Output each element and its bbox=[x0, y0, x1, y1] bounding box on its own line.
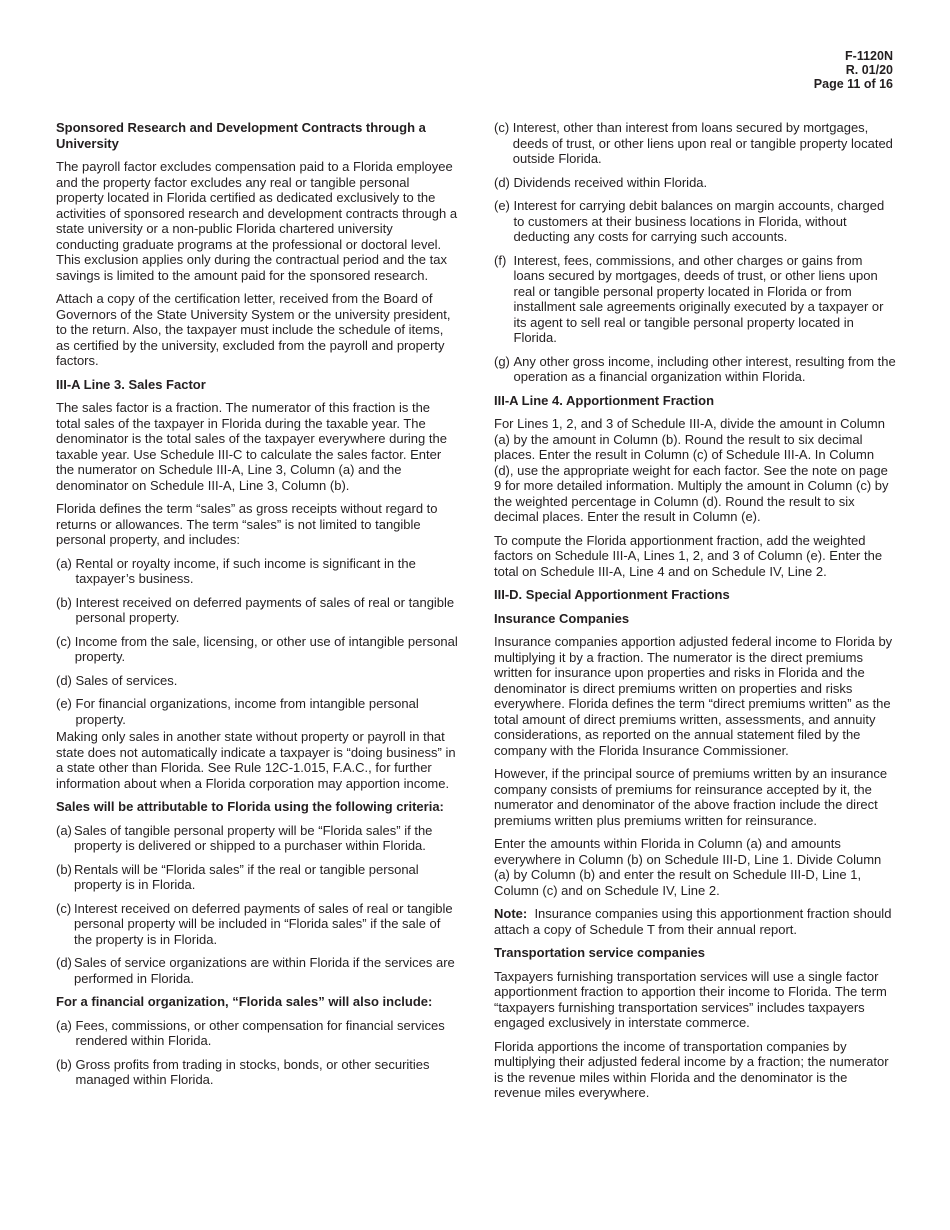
criteria-heading: Sales will be attributable to Florida using the following criteria: bbox=[56, 799, 444, 814]
right-column bbox=[494, 120, 896, 1109]
list-item-text: Interest, other than interest from loans secured by mortgages, deeds of trust, or other liens upon real or tangible property located outside Florida. bbox=[512, 120, 893, 166]
list-item bbox=[494, 175, 896, 191]
page-header bbox=[814, 49, 893, 91]
transportation-paragraph-1: Taxpayers furnishing transportation services will use a single factor apportionment fraction to apportion their income to Florida. The term “taxpayers furnishing transportation services” includes taxpayers engaged exclusively in interstate commerce. bbox=[494, 968, 887, 1030]
criteria-list bbox=[56, 823, 458, 987]
financial-list bbox=[56, 1018, 458, 1088]
list-item-text: Sales of services. bbox=[75, 672, 178, 688]
list-item-label: (b) bbox=[56, 861, 72, 877]
apportionment-paragraph-1: For Lines 1, 2, and 3 of Schedule III-A, divide the amount in Column (a) by the amount in Column (b). Round the result to six decimal places. Enter the result in Column (c) of Schedule III-A. In Column (d), use the appropriate weight for each factor. See the note on page 9 for more detailed information. Multiply the amount in Column (c) by the weighted percentage in Column (d). Round the result to six decimal places. Enter the result in Column (e). bbox=[494, 416, 889, 524]
list-item-label: (b) bbox=[56, 1056, 76, 1072]
list-item-text: Interest received on deferred payments of sales of real or tangible personal property will be included in “Florida sales” if the sale of the property is in Florida. bbox=[74, 900, 453, 947]
list-item-text: Income from the sale, licensing, or other use of intangible personal property. bbox=[74, 633, 458, 664]
list-item-label: (a) bbox=[56, 822, 72, 838]
list-item-text: Interest for carrying debit balances on margin accounts, charged to customers at their business locations in Florida, without deducting any costs for carrying such accounts. bbox=[513, 198, 885, 244]
list-item-label: (c) bbox=[56, 633, 75, 649]
list-item bbox=[494, 120, 896, 167]
list-item-text: For financial organizations, income from intangible personal property. bbox=[75, 696, 419, 727]
list-item bbox=[56, 1018, 458, 1049]
list-item-label: (d) bbox=[494, 174, 514, 190]
insurance-paragraph-2: However, if the principal source of premiums written by an insurance company consists of premiums for reinsurance accepted by it, the numerator and denominator of the above fraction include the direct premiums written plus premiums written for reinsurance. bbox=[494, 766, 888, 828]
special-apportionment-heading: III-D. Special Apportionment Fractions bbox=[494, 587, 730, 602]
list-item-text: Rental or royalty income, if such income is significant in the taxpayer’s business. bbox=[75, 555, 416, 586]
list-item-label: (e) bbox=[56, 696, 76, 711]
list-item-label: (a) bbox=[56, 1017, 76, 1033]
list-item-label: (d) bbox=[56, 955, 72, 970]
list-item bbox=[494, 253, 896, 346]
transportation-heading: Transportation service companies bbox=[494, 945, 705, 960]
form-revision: R. 01/20 bbox=[845, 63, 893, 77]
list-item bbox=[56, 696, 458, 727]
list-item-text: Interest, fees, commissions, and other charges or gains from loans secured by mortgages, deeds of trust, or other liens upon real or tangible personal property located in Florida or from installment sale agreements originally executed by a taxpayer or its agent to sell real or tangible personal property located in Florida. bbox=[513, 252, 884, 345]
list-item bbox=[494, 198, 896, 245]
apportionment-heading: III-A Line 4. Apportionment Fraction bbox=[494, 392, 715, 408]
sponsored-heading: Sponsored Research and Development Contracts through a University bbox=[56, 120, 426, 151]
financial-heading: For a financial organization, “Florida sales” will also include: bbox=[56, 994, 433, 1009]
sales-factor-heading: III-A Line 3. Sales Factor bbox=[56, 376, 206, 392]
list-item-label: (g) bbox=[494, 353, 514, 369]
list-item-text: Rentals will be “Florida sales” if the real or tangible personal property is in Florida. bbox=[74, 861, 419, 892]
apportionment-paragraph-2: To compute the Florida apportionment fraction, add the weighted factors on Schedule III-A, Lines 1, 2, and 3 of Column (e). Enter the total on Schedule III-A, Line 4 and on Schedule IV, Line 2. bbox=[494, 532, 883, 579]
list-item bbox=[56, 1057, 458, 1088]
list-item-label: (f) bbox=[494, 252, 514, 268]
list-item bbox=[56, 862, 458, 893]
list-item-text: Fees, commissions, or other compensation for financial services rendered within Florida. bbox=[75, 1017, 445, 1048]
insurance-paragraph-1: Insurance companies apportion adjusted federal income to Florida by multiplying it by a fraction. The numerator is the direct premiums written for insurance upon properties and risks in Florida and the denominator is direct premiums written on properties and risks everywhere. Florida defines the term “direct premiums written” as the total amount of direct premiums written, assessments, and annuity considerations, as reported on the annual statement filed by the company with the Florida Insurance Commissioner. bbox=[494, 634, 893, 758]
list-item bbox=[56, 673, 458, 689]
list-item-text: Sales of service organizations are within Florida if the services are performed in Florida. bbox=[74, 955, 455, 986]
note-label: Note: bbox=[494, 906, 528, 921]
list-item-label: (e) bbox=[494, 198, 514, 213]
list-item-label: (c) bbox=[56, 900, 75, 916]
note-paragraph bbox=[494, 906, 896, 937]
transportation-paragraph-2: Florida apportions the income of transportation companies by multiplying their adjusted federal income by a fraction; the numerator is the revenue miles within Florida and the denominator is the revenue miles everywhere. bbox=[494, 1038, 889, 1100]
list-item-text: Interest received on deferred payments of sales of real or tangible personal property. bbox=[75, 594, 455, 625]
sponsored-paragraph-2: Attach a copy of the certification letter, received from the Board of Governors of the State University System or the university president, to the return. Also, the taxpayer must include the schedule of items, as certified by the university, excluded from the payroll and property factors. bbox=[56, 291, 451, 368]
list-item-label: (b) bbox=[56, 594, 76, 610]
list-item-label: (c) bbox=[494, 120, 513, 135]
left-column bbox=[56, 120, 458, 1096]
list-item-label: (a) bbox=[56, 555, 76, 571]
list-item bbox=[56, 634, 458, 665]
sales-factor-paragraph-1: The sales factor is a fraction. The numerator of this fraction is the total sales of the taxpayer in Florida during the taxable year. The denominator is the total sales of the taxpayer everywhere during the taxable year. Use Schedule III-C to calculate the sales factor. Enter the numerator on Schedule III-A, Line 3, Column (a) and the denominator on Schedule III-A, Line 3, Column (b). bbox=[56, 400, 447, 493]
list-item bbox=[56, 595, 458, 626]
list-item bbox=[56, 823, 458, 854]
list-item bbox=[494, 354, 896, 385]
insurance-heading: Insurance Companies bbox=[494, 610, 630, 626]
list-item bbox=[56, 955, 458, 986]
sponsored-paragraph-1: The payroll factor excludes compensation paid to a Florida employee and the property factor excludes any real or tangible personal property located in Florida certified as dedicated exclusively to the activities of sponsored research and development contracts through a state university or a non-public Florida chartered university conducting graduate programs at the professional or doctoral level. This exclusion applies only during the contractual period and the tax savings is limited to the amount paid for the sponsored research. bbox=[56, 159, 458, 283]
sales-factor-paragraph-2: Florida defines the term “sales” as gross receipts without regard to returns or allowances. The term “sales” is not limited to tangible personal property, and includes: bbox=[56, 501, 438, 547]
sales-definition-list bbox=[56, 556, 458, 728]
financial-list-continued bbox=[494, 120, 896, 385]
list-item-text: Dividends received within Florida. bbox=[513, 174, 708, 190]
list-item bbox=[56, 901, 458, 948]
form-number: F-1120N bbox=[845, 49, 893, 63]
list-item bbox=[56, 556, 458, 587]
sales-factor-paragraph-3: Making only sales in another state without property or payroll in that state does not automatically indicate a taxpayer is “doing business” in a state other than Florida. See Rule 12C-1.015, F.A.C., for further information about when a Florida corporation may apportion income. bbox=[56, 729, 456, 791]
list-item-label: (d) bbox=[56, 672, 76, 688]
insurance-paragraph-3: Enter the amounts within Florida in Column (a) and amounts everywhere in Column (b) on Schedule III-D, Line 1. Divide Column (a) by Column (b) and enter the result on Schedule III-D, Line 1, Column (c) and on Schedule IV, Line 2. bbox=[494, 836, 882, 898]
list-item-text: Sales of tangible personal property will be “Florida sales” if the property is delivered or shipped to a purchaser within Florida. bbox=[74, 822, 433, 853]
note-text: Insurance companies using this apportionment fraction should attach a copy of Schedule T from their annual report. bbox=[494, 906, 896, 937]
page-number: Page 11 of 16 bbox=[813, 77, 893, 91]
list-item-text: Gross profits from trading in stocks, bonds, or other securities managed within Florida. bbox=[75, 1056, 430, 1087]
list-item-text: Any other gross income, including other interest, resulting from the operation as a financial organization within Florida. bbox=[513, 353, 896, 384]
